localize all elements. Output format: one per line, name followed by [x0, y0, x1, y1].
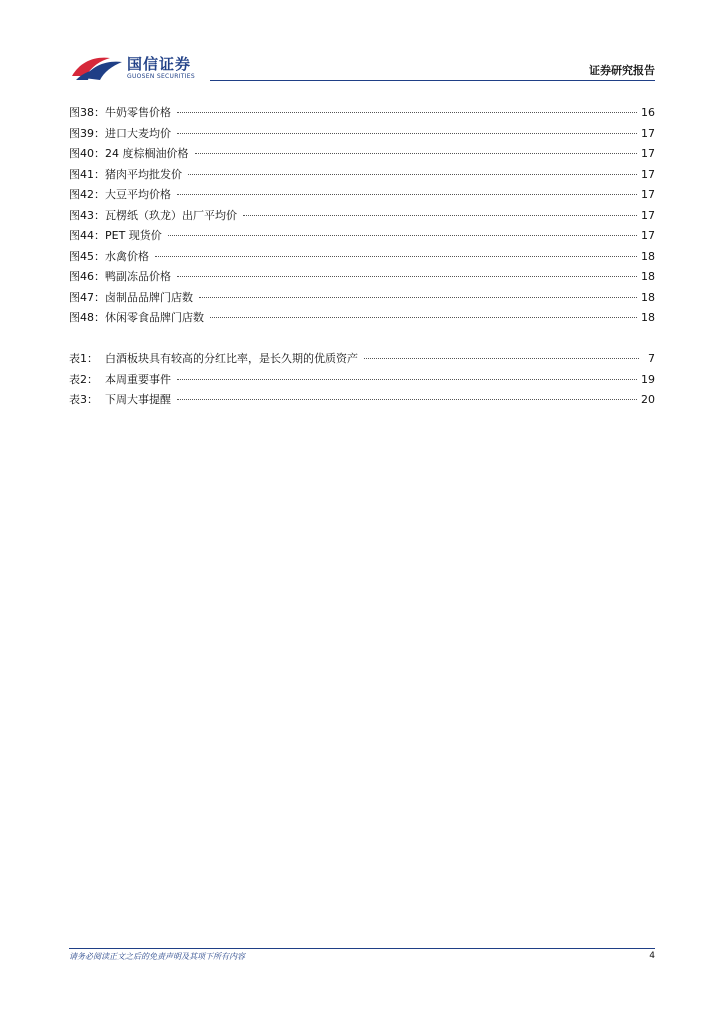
toc-entry[interactable]	[69, 288, 655, 309]
toc-entry-title: 卤制品品牌门店数	[105, 290, 193, 304]
toc-leader-dots	[177, 391, 637, 400]
header-divider	[210, 80, 655, 81]
toc-entry[interactable]	[69, 185, 655, 206]
toc-leader-dots	[168, 227, 637, 236]
toc-leader-dots	[243, 207, 637, 216]
toc-entry-number: 表3：	[69, 393, 98, 406]
toc-leader-dots	[188, 166, 637, 175]
toc-entry-title: 休闲零食品牌门店数	[105, 311, 204, 324]
footer-divider	[69, 948, 655, 949]
toc-entry[interactable]	[69, 308, 655, 329]
toc-entry-number: 图40：	[69, 147, 105, 160]
toc-leader-dots	[177, 371, 637, 380]
toc-entry-page: 17	[641, 229, 655, 242]
toc-entry-page: 17	[641, 147, 655, 160]
toc-entry[interactable]	[69, 124, 655, 145]
toc-entry-title: 白酒板块具有较高的分红比率，是长久期的优质资产	[105, 352, 358, 365]
toc-leader-dots	[199, 289, 637, 298]
toc-entry-page: 17	[641, 188, 655, 201]
toc-entry-number: 图43：	[69, 208, 105, 222]
figure-list	[69, 103, 655, 329]
toc-entry-number: 图41：	[69, 167, 105, 181]
toc-leader-dots	[155, 248, 637, 257]
toc-entry-page: 19	[641, 372, 655, 386]
toc-entry-page: 18	[641, 311, 655, 324]
toc-leader-dots	[210, 309, 637, 318]
table-list	[69, 349, 655, 411]
toc-entry-title: 水禽价格	[105, 249, 149, 263]
toc-entry-page: 20	[641, 393, 655, 406]
toc-entry[interactable]	[69, 103, 655, 124]
toc-entry-number: 图46：	[69, 270, 105, 283]
page-header	[0, 0, 724, 90]
toc-entry-number: 图47：	[69, 290, 105, 304]
toc-leader-dots	[177, 186, 637, 195]
toc-entry-number: 图38：	[69, 106, 105, 119]
page-number: 4	[649, 951, 655, 961]
guosen-logo-mark-icon	[70, 52, 124, 82]
toc-entry-number: 表2：	[69, 372, 98, 386]
toc-entry-title: 大豆平均价格	[105, 188, 171, 201]
logo-chinese-name: 国信证券	[127, 55, 192, 73]
toc-entry-number: 图39：	[69, 126, 105, 140]
toc-entry-title: 猪肉平均批发价	[105, 167, 182, 181]
toc-entry-number: 表1：	[69, 352, 98, 365]
logo-english-name: GUOSEN SECURITIES	[127, 73, 196, 80]
table-of-contents	[69, 103, 655, 411]
toc-entry-title: 进口大麦均价	[105, 126, 171, 140]
toc-entry-number: 图44：	[69, 229, 105, 242]
toc-entry-title: 牛奶零售价格	[105, 106, 171, 119]
toc-entry-title: 24 度棕榈油价格	[105, 147, 189, 160]
toc-entry-title: 鸭副冻品价格	[105, 270, 171, 283]
toc-entry[interactable]	[69, 165, 655, 186]
toc-entry-number: 图42：	[69, 188, 105, 201]
guosen-logo	[70, 50, 210, 86]
toc-entry[interactable]	[69, 226, 655, 247]
toc-entry-title: 瓦楞纸（玖龙）出厂平均价	[105, 208, 237, 222]
report-type-label: 证券研究报告	[589, 64, 655, 77]
toc-entry[interactable]	[69, 370, 655, 391]
toc-entry[interactable]	[69, 144, 655, 165]
toc-leader-dots	[177, 104, 637, 113]
toc-entry-page: 7	[648, 352, 655, 365]
toc-entry[interactable]	[69, 206, 655, 227]
toc-gap	[69, 329, 655, 350]
toc-entry-page: 17	[641, 167, 655, 181]
disclaimer-text: 请务必阅读正文之后的免责声明及其项下所有内容	[69, 952, 245, 961]
toc-entry-page: 18	[641, 290, 655, 304]
toc-entry-number: 图45：	[69, 249, 105, 263]
toc-entry-page: 18	[641, 270, 655, 283]
toc-leader-dots	[177, 268, 637, 277]
toc-entry-page: 17	[641, 208, 655, 222]
toc-entry-title: PET 现货价	[105, 229, 162, 242]
toc-leader-dots	[195, 145, 638, 154]
toc-entry-title: 本周重要事件	[105, 372, 171, 386]
toc-entry[interactable]	[69, 267, 655, 288]
toc-entry[interactable]	[69, 247, 655, 268]
toc-entry-page: 18	[641, 249, 655, 263]
toc-leader-dots	[364, 350, 639, 359]
toc-entry-title: 下周大事提醒	[105, 393, 171, 406]
toc-entry[interactable]	[69, 390, 655, 411]
toc-entry-number: 图48：	[69, 311, 105, 324]
toc-entry[interactable]	[69, 349, 655, 370]
toc-entry-page: 17	[641, 126, 655, 140]
toc-leader-dots	[177, 125, 637, 134]
toc-entry-page: 16	[641, 106, 655, 119]
